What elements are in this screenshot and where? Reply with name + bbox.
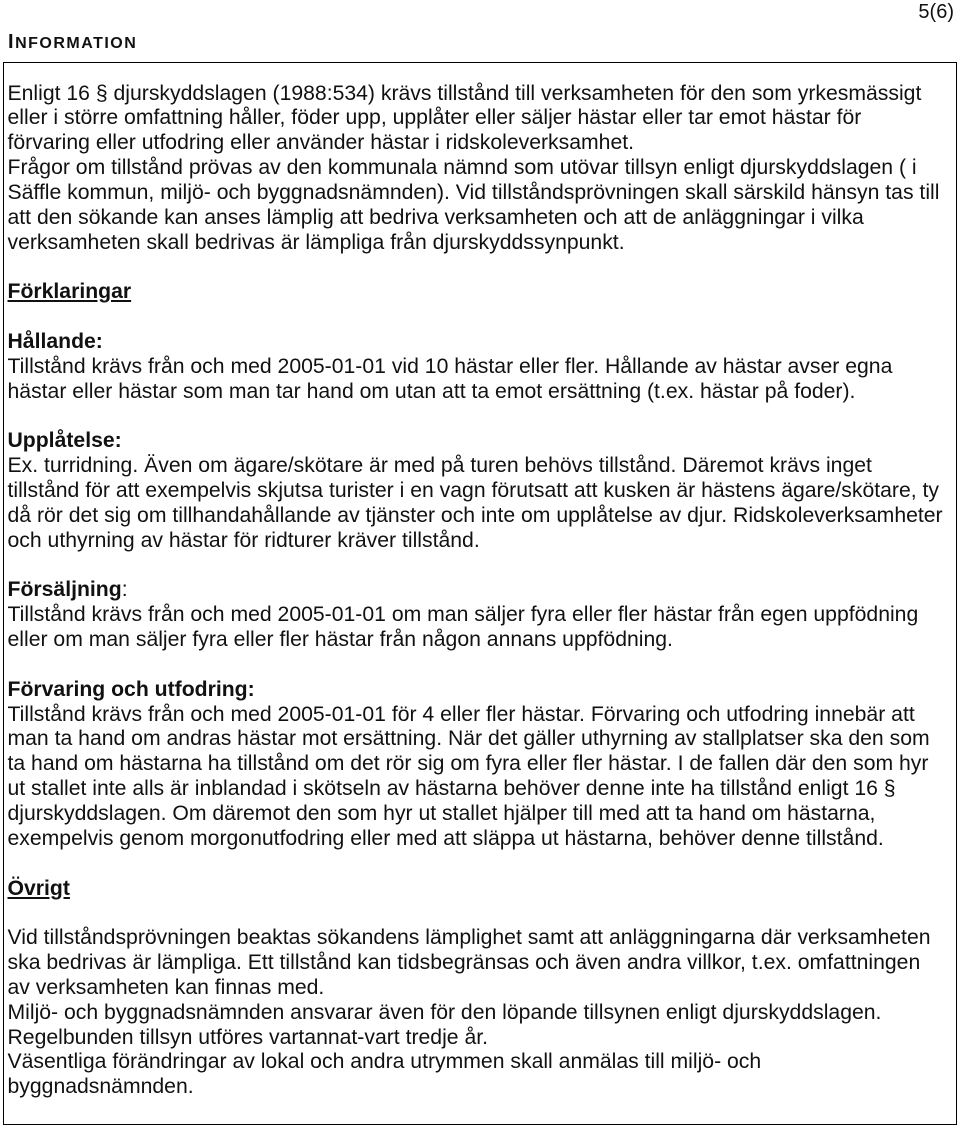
intro-line: förvaring eller utfodring eller använder hästar i ridskoleverksamhet. — [7, 131, 635, 155]
other-line: av verksamheten kan finnas med. — [7, 975, 325, 999]
boarding-line: ta hand om hästarna ha tillstånd om det rör sig om fyra eller fler hästar. I de fallen där den som hyr — [7, 752, 929, 776]
other-heading: Övrigt — [7, 876, 70, 900]
letting-line: tillstånd för att exempelvis skjutsa turister i en vagn förutsatt att kusken är hästens ägare/skötare, ty — [7, 479, 940, 502]
holding-line: Tillstånd krävs från och med 2005-01-01 vid 10 hästar eller fler. Hållande av hästar avser egna — [7, 354, 893, 378]
letting-section — [8, 429, 955, 553]
letting-heading-row — [8, 429, 955, 454]
holding-heading-row — [8, 330, 955, 355]
intro-paragraph — [8, 82, 955, 256]
intro-line: Frågor om tillstånd prövas av den kommunala nämnd som utövar tillsyn enligt djurskyddslagen ( i — [7, 156, 917, 180]
information-content — [8, 82, 955, 1101]
information-box — [3, 62, 957, 1125]
explanations-heading-row — [8, 280, 955, 305]
other-line: byggnadsnämnden. — [7, 1075, 194, 1099]
letting-line: och uthyrning av hästar för ridturer kräver tillstånd. — [7, 528, 480, 552]
intro-line: eller i större omfattning håller, föder upp, upplåter eller säljer hästar eller tar emot hästar för — [7, 106, 862, 130]
sale-heading: Försäljning — [7, 578, 122, 602]
sale-section — [8, 578, 955, 653]
sale-heading-row — [8, 578, 955, 603]
holding-line: hästar eller hästar som man tar hand om utan att ta emot ersättning (t.ex. hästar på foder). — [7, 379, 856, 403]
holding-section — [8, 330, 955, 405]
document-title: INFORMATION — [8, 31, 138, 53]
sale-heading-colon: : — [121, 578, 128, 602]
intro-line: att den sökande kan anses lämplig att bedriva verksamheten och att de anläggningar i vilka — [7, 205, 864, 229]
page-number: 5(6) — [918, 1, 954, 23]
other-line: Väsentliga förändringar av lokal och andra utrymmen skall anmälas till miljö- och — [7, 1050, 762, 1074]
boarding-line: ut stallet inte alls är inblandad i skötseln av hästarna behöver denne inte ha tillstånd enligt 16 § — [7, 777, 896, 801]
boarding-heading-row — [8, 678, 955, 703]
intro-line: verksamheten skall bedrivas är lämpliga från djurskyddssynpunkt. — [7, 230, 625, 254]
boarding-section — [8, 678, 955, 852]
explanations-heading: Förklaringar — [7, 280, 132, 304]
sale-line: Tillstånd krävs från och med 2005-01-01 om man säljer fyra eller fler hästar från egen uppfödning — [7, 603, 919, 627]
boarding-line: Tillstånd krävs från och med 2005-01-01 för 4 eller fler hästar. Förvaring och utfodring innebär att — [7, 702, 915, 726]
boarding-line: exempelvis genom morgonutfodring eller med att släppa ut hästarna, behöver denne tillstånd. — [7, 826, 884, 850]
other-line: Regelbunden tillsyn utföres vartannat-vart tredje år. — [7, 1025, 489, 1049]
holding-heading: Hållande: — [7, 329, 103, 353]
other-line: Miljö- och byggnadsnämnden ansvarar även för den löpande tillsynen enligt djurskyddslagen. — [7, 1000, 882, 1024]
letting-heading: Upplåtelse: — [7, 429, 122, 453]
other-heading-row — [8, 877, 955, 902]
sale-line: eller om man säljer fyra eller fler hästar från någon annans uppfödning. — [7, 628, 673, 652]
boarding-line: man ta hand om andras hästar mot ersättning. När det gäller uthyrning av stallplatser ska den som — [7, 727, 930, 751]
other-line: Vid tillståndsprövningen beaktas sökandens lämplighet samt att anläggningarna där verksamheten — [7, 926, 931, 950]
letting-line: då rör det sig om tillhandahållande av tjänster och inte om upplåtelse av djur. Ridskoleverksamheter — [7, 503, 943, 527]
letting-line: Ex. turridning. Även om ägare/skötare är med på turen behövs tillstånd. Däremot krävs inget — [7, 454, 872, 478]
boarding-heading: Förvaring och utfodring: — [7, 677, 255, 701]
intro-line: Säffle kommun, miljö- och byggnadsnämnden). Vid tillståndsprövningen skall särskild hänsyn tas till — [7, 180, 940, 204]
other-line: ska bedrivas är lämpliga. Ett tillstånd kan tidsbegränsas och även andra villkor, t.ex. omfattningen — [7, 951, 921, 975]
other-section — [8, 877, 955, 1101]
boarding-line: djurskyddslagen. Om däremot den som hyr ut stallet hjälper till med att ta hand om hästarna, — [7, 801, 876, 825]
intro-line: Enligt 16 § djurskyddslagen (1988:534) krävs tillstånd till verksamheten för den som yrkesmässigt — [7, 81, 922, 105]
